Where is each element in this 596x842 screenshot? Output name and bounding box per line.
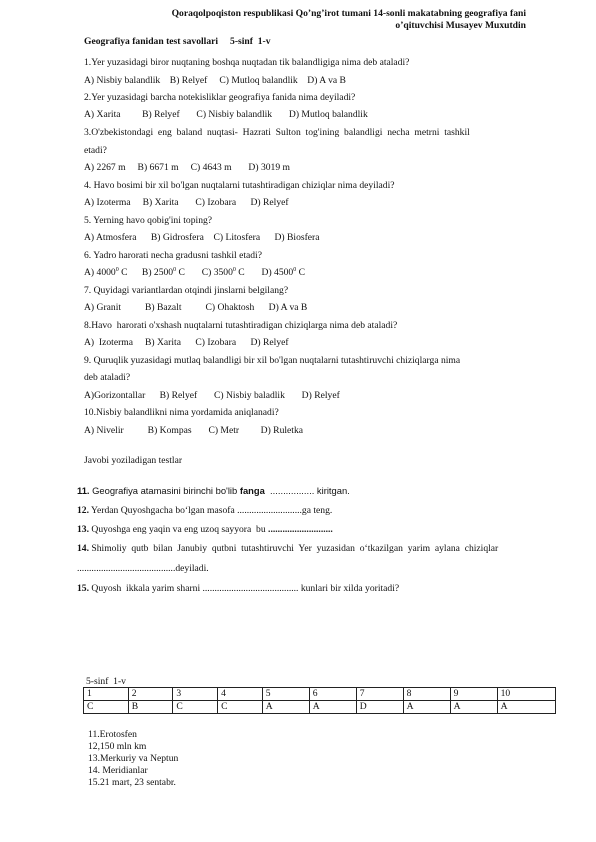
question-11 <box>77 485 350 496</box>
option-unit: C <box>118 267 128 278</box>
question-text: Geografiya atamasini birinchi bo'lib <box>89 485 240 496</box>
question-1: 1.Yer yuzasidagi biror nuqtaning boshqa nuqtadan tik balandligiga nima deb ataladi? <box>84 57 410 68</box>
open-answer-12: 12,150 mln km <box>88 741 147 752</box>
answer-key-number: 10 <box>497 688 555 701</box>
degree-sup: 0 <box>232 267 236 273</box>
option-label: D) 4500 <box>261 267 294 278</box>
question-3-line-2: etadi? <box>84 145 107 156</box>
answer-key-answer: C <box>173 701 218 714</box>
question-text: Shimoliy qutb bilan Janubiy qutbni tutashtiruvchi Yer yuzasidan o‘tkazilgan yarim aylana chiziqlar <box>89 543 499 554</box>
question-13 <box>77 524 333 536</box>
question-blank: ........................... <box>268 524 333 535</box>
question-number: 11. <box>77 485 90 496</box>
open-answer-15: 15.21 mart, 23 sentabr. <box>88 777 176 788</box>
question-7: 7. Quyidagi variantlardan otqindi jinslarni belgilang? <box>84 285 289 296</box>
question-4-options: A) Izoterma B) Xarita C) Izobara D) Relyef <box>84 197 289 208</box>
answer-key-number: 9 <box>450 688 497 701</box>
answer-key-number: 5 <box>262 688 309 701</box>
answer-key-answers-row <box>84 701 556 714</box>
open-answer-13: 13.Merkuriy va Neptun <box>88 753 179 764</box>
answer-key-number: 7 <box>356 688 403 701</box>
answer-key-answer: A <box>403 701 450 714</box>
answer-key-answer: D <box>356 701 403 714</box>
question-9-options: A)Gorizontallar B) Relyef C) Nisbiy baladlik D) Relyef <box>84 390 340 401</box>
question-blank: ................. kiritgan. <box>264 485 350 496</box>
answer-key-number: 8 <box>403 688 450 701</box>
open-section-title: Javobi yoziladigan testlar <box>84 455 183 466</box>
question-3-line-1: 3.O'zbekistondagi eng baland nuqtasi- Hazrati Sulton tog'ining balandligi necha metrni tashkil <box>84 127 470 138</box>
question-14-line-2: .........................................deyiladi. <box>77 563 209 574</box>
question-8: 8.Havo harorati o'xshash nuqtalarni tutashtiradigan chiziqlarga nima deb ataladi? <box>84 320 398 331</box>
option-label: B) 2500 <box>141 267 174 278</box>
answer-key-numbers-row <box>84 688 556 701</box>
question-text: Quyosh ikkala yarim sharni ........................................ kunlari bir xilda yoritadi? <box>89 583 400 594</box>
option-label: A) 4000 <box>84 267 116 278</box>
question-text: Yerdan Quyoshgacha bo‘lgan masofa ...........................ga teng. <box>89 505 333 516</box>
answer-key-caption: 5-sinf 1-v <box>86 676 126 687</box>
answer-key-answer: A <box>450 701 497 714</box>
answer-key-table <box>83 687 556 714</box>
option-unit: C <box>235 267 245 278</box>
question-7-options: A) Granit B) Bazalt C) Ohaktosh D) A va B <box>84 302 308 313</box>
question-2: 2.Yer yuzasidagi barcha notekisliklar geografiya fanida nima deyiladi? <box>84 92 356 103</box>
question-15 <box>77 583 399 595</box>
question-3-options: A) 2267 m B) 6671 m C) 4643 m D) 3019 m <box>84 162 290 173</box>
option-label: C) 3500 <box>201 267 233 278</box>
answer-key-answer: A <box>262 701 309 714</box>
answer-key-number: 3 <box>173 688 218 701</box>
question-8-options: A) Izoterma B) Xarita C) Izobara D) Relyef <box>84 337 289 348</box>
answer-key-number: 6 <box>309 688 356 701</box>
answer-key-answer: C <box>84 701 129 714</box>
question-5: 5. Yerning havo qobig'ini toping? <box>84 215 213 226</box>
question-9-line-2: deb ataladi? <box>84 372 131 383</box>
open-answer-14: 14. Meridianlar <box>88 765 148 776</box>
question-text-bold: fanga <box>239 485 265 496</box>
question-14-line-1 <box>77 543 555 555</box>
question-number: 12. <box>77 505 89 516</box>
header-line-1: Qoraqolpoqiston respublikasi Qo’ng’irot tumani 14-sonli makatabning geografiya fani <box>171 8 526 19</box>
answer-key-answer: A <box>309 701 356 714</box>
option-unit: C <box>296 267 306 278</box>
question-12 <box>77 505 332 517</box>
question-2-options: A) Xarita B) Relyef C) Nisbiy balandlik D) Mutloq balandlik <box>84 109 368 120</box>
degree-sup: 0 <box>115 267 119 273</box>
question-6-options <box>84 267 305 279</box>
page-subtitle: Geografiya fanidan test savollari 5-sinf 1-v <box>84 36 271 47</box>
degree-sup: 0 <box>173 267 177 273</box>
open-answer-11: 11.Erotosfen <box>88 729 137 740</box>
degree-sup: 0 <box>293 267 297 273</box>
question-number: 13. <box>77 524 89 535</box>
option-unit: C <box>176 267 185 278</box>
answer-key-number: 4 <box>218 688 263 701</box>
answer-key-answer: A <box>497 701 555 714</box>
question-9-line-1: 9. Quruqlik yuzasidagi mutlaq balandligi bir xil bo'lgan nuqtalarni tutashtiruvchi chiziqlarga nima <box>84 355 461 366</box>
question-1-options: A) Nisbiy balandlik B) Relyef C) Mutloq balandlik D) A va B <box>84 75 346 86</box>
answer-key-number: 2 <box>128 688 173 701</box>
question-5-options: A) Atmosfera B) Gidrosfera C) Litosfera D) Biosfera <box>84 232 320 243</box>
answer-key-answer: B <box>128 701 173 714</box>
question-number: 14. <box>77 543 89 554</box>
question-10: 10.Nisbiy balandlikni nima yordamida aniqlanadi? <box>84 407 279 418</box>
answer-key-answer: C <box>218 701 263 714</box>
question-number: 15. <box>77 583 89 594</box>
question-6: 6. Yadro harorati necha gradusni tashkil etadi? <box>84 250 262 261</box>
answer-key-number: 1 <box>84 688 129 701</box>
question-text: Quyoshga eng yaqin va eng uzoq sayyora bu <box>89 524 269 535</box>
question-10-options: A) Nivelir B) Kompas C) Metr D) Ruletka <box>84 425 304 436</box>
question-4: 4. Havo bosimi bir xil bo'lgan nuqtalarni tutashtiradigan chiziqlar nima deyiladi? <box>84 180 395 191</box>
header-line-2: o’qituvchisi Musayev Muxutdin <box>395 20 526 31</box>
